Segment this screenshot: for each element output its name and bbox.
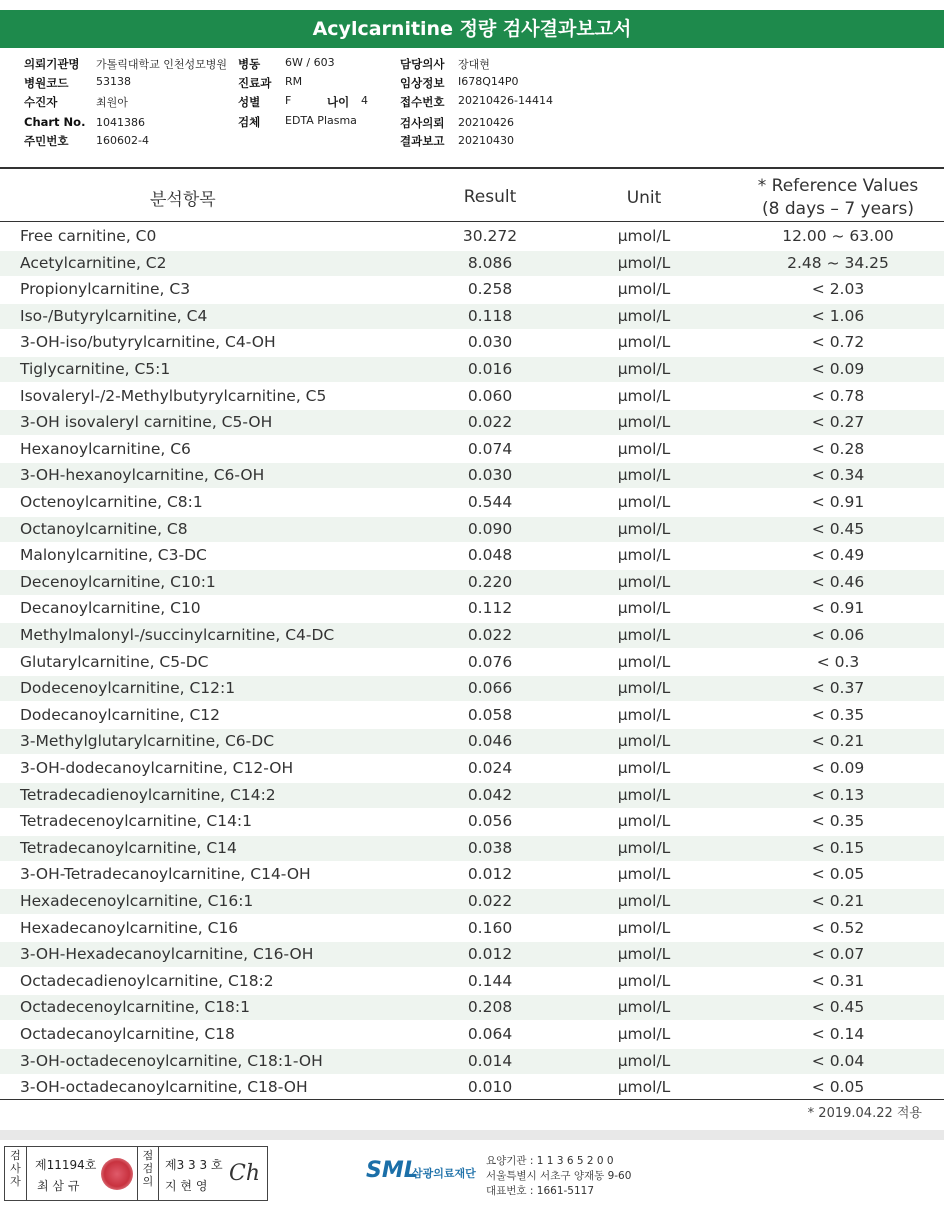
row-result-value: 0.208 [467,998,513,1016]
header-result: Result [463,187,517,207]
row-analyte-name: Octenoylcarnitine, C8:1 [20,493,203,511]
seal-stamp-icon [101,1158,133,1190]
row-unit: μmol/L [617,599,671,617]
sex-value: F [285,94,292,107]
id-label: 주민번호 [24,134,69,148]
row-reference-range: < 0.27 [811,413,865,431]
row-analyte-name: Acetylcarnitine, C2 [20,254,167,272]
clinical-label: 임상정보 [400,76,445,90]
row-result-value: 0.024 [467,759,513,777]
row-analyte-name: Octadecanoylcarnitine, C18 [20,1025,235,1043]
sampler-value: 최원아 [96,96,128,109]
receipt-label: 접수번호 [400,95,445,109]
org-address-line: 서울특별시 서초구 양재동 9-60 [486,1170,632,1182]
row-analyte-name: Decanoylcarnitine, C10 [20,599,201,617]
row-result-value: 0.160 [467,919,513,937]
row-reference-range: < 0.91 [811,599,865,617]
row-reference-range: < 0.07 [811,945,865,963]
row-reference-range: < 0.04 [811,1052,865,1070]
row-unit: μmol/L [617,440,671,458]
table-row [0,995,944,1020]
row-analyte-name: Octadecenoylcarnitine, C18:1 [20,998,250,1016]
row-result-value: 0.118 [467,307,513,325]
row-unit: μmol/L [617,892,671,910]
row-reference-range: < 0.45 [811,998,865,1016]
code-value: 53138 [96,75,131,88]
table-row [0,410,944,435]
row-analyte-name: Malonylcarnitine, C3-DC [20,546,207,564]
row-reference-range: < 0.37 [811,679,865,697]
table-row [0,437,944,462]
row-unit: μmol/L [617,812,671,830]
row-result-value: 0.022 [467,626,513,644]
table-row [0,1022,944,1047]
row-unit: μmol/L [617,972,671,990]
age-value: 4 [361,94,368,107]
row-unit: μmol/L [617,759,671,777]
org-address [486,1154,631,1199]
table-row [0,251,944,276]
row-result-value: 0.144 [467,972,513,990]
row-unit: μmol/L [617,254,671,272]
row-unit: μmol/L [617,227,671,245]
clinical-value: I678Q14P0 [458,75,519,88]
sml-logo: SML [366,1158,418,1183]
hospital-label: 의뢰기관명 [24,57,80,71]
row-analyte-name: Tiglycarnitine, C5:1 [20,360,171,378]
table-row [0,836,944,861]
row-analyte-name: Tetradecadienoylcarnitine, C14:2 [20,786,276,804]
header-ref-line1: * Reference Values [757,176,919,196]
row-reference-range: < 0.91 [811,493,865,511]
table-row [0,783,944,808]
dept-value: RM [285,75,303,88]
row-analyte-name: 3-OH-Hexadecanoylcarnitine, C16-OH [20,945,314,963]
row-reference-range: < 0.34 [811,466,865,484]
table-row [0,304,944,329]
row-unit: μmol/L [617,520,671,538]
table-row [0,596,944,621]
checker-number: 제3 3 3 호 [165,1158,223,1172]
org-code: 요양기관 : 1 1 3 6 5 2 0 0 [486,1155,614,1167]
doctor-value: 장대현 [458,58,490,71]
row-reference-range: < 0.05 [811,1078,865,1096]
row-result-value: 0.064 [467,1025,513,1043]
signature-mark: Ch [229,1161,261,1186]
row-reference-range: 12.00 ~ 63.00 [782,227,894,245]
row-analyte-name: Hexadecanoylcarnitine, C16 [20,919,239,937]
table-row [0,384,944,409]
checker-name: 지 현 영 [165,1179,208,1193]
row-analyte-name: 3-OH isovaleryl carnitine, C5-OH [20,413,273,431]
row-analyte-name: Iso-/Butyrylcarnitine, C4 [20,307,208,325]
row-analyte-name: Hexadecenoylcarnitine, C16:1 [20,892,254,910]
receipt-value: 20210426-14414 [458,94,553,107]
table-row [0,463,944,488]
row-unit: μmol/L [617,626,671,644]
header-unit: Unit [626,188,662,208]
row-reference-range: < 0.21 [811,732,865,750]
org-name: 삼광의료재단 [412,1167,476,1180]
row-result-value: 0.012 [467,865,513,883]
table-row [0,277,944,302]
row-reference-range: < 0.28 [811,440,865,458]
row-unit: μmol/L [617,679,671,697]
table-row [0,1049,944,1074]
row-unit: μmol/L [617,387,671,405]
row-unit: μmol/L [617,280,671,298]
header-divider-bottom [0,221,944,222]
row-analyte-name: Dodecenoylcarnitine, C12:1 [20,679,236,697]
table-row [0,756,944,781]
table-row [0,623,944,648]
row-reference-range: < 0.14 [811,1025,865,1043]
table-row [0,809,944,834]
ward-label: 병동 [238,57,261,71]
sampler-label: 수진자 [24,95,58,109]
hospital-value: 가톨릭대학교 인천성모병원 [96,58,228,71]
row-unit: μmol/L [617,839,671,857]
table-row [0,517,944,542]
row-result-value: 0.048 [467,546,513,564]
row-unit: μmol/L [617,732,671,750]
row-reference-range: < 0.45 [811,520,865,538]
table-row [0,570,944,595]
row-analyte-name: Dodecanoylcarnitine, C12 [20,706,220,724]
row-result-value: 30.272 [462,227,518,245]
row-analyte-name: Free carnitine, C0 [20,227,157,245]
signature-box [4,1146,268,1201]
row-reference-range: < 0.78 [811,387,865,405]
row-result-value: 0.076 [467,653,513,671]
inspector-number: 제11194호 [35,1158,97,1172]
row-reference-range: < 0.35 [811,706,865,724]
request-value: 20210426 [458,116,514,129]
row-unit: μmol/L [617,945,671,963]
table-row [0,224,944,249]
code-label: 병원코드 [24,76,69,90]
row-analyte-name: 3-OH-Tetradecanoylcarnitine, C14-OH [20,865,311,883]
row-unit: μmol/L [617,360,671,378]
row-result-value: 0.046 [467,732,513,750]
specimen-value: EDTA Plasma [285,114,357,127]
table-row [0,1075,944,1100]
row-reference-range: < 1.06 [811,307,865,325]
row-reference-range: < 0.46 [811,573,865,591]
row-reference-range: < 0.15 [811,839,865,857]
table-row [0,862,944,887]
row-reference-range: < 0.31 [811,972,865,990]
table-row [0,942,944,967]
row-reference-range: < 0.3 [816,653,860,671]
row-analyte-name: 3-OH-octadecenoylcarnitine, C18:1-OH [20,1052,323,1070]
row-analyte-name: 3-OH-octadecanoylcarnitine, C18-OH [20,1078,308,1096]
row-reference-range: < 0.49 [811,546,865,564]
row-unit: μmol/L [617,706,671,724]
row-analyte-name: Octanoylcarnitine, C8 [20,520,188,538]
row-reference-range: < 0.05 [811,865,865,883]
row-result-value: 0.544 [467,493,513,511]
checker-vertical-label: 점검의 [137,1147,159,1200]
row-unit: μmol/L [617,466,671,484]
row-reference-range: < 0.35 [811,812,865,830]
row-result-value: 0.022 [467,892,513,910]
row-analyte-name: Propionylcarnitine, C3 [20,280,191,298]
row-analyte-name: 3-OH-iso/butyrylcarnitine, C4-OH [20,333,276,351]
row-unit: μmol/L [617,865,671,883]
row-analyte-name: Octadecadienoylcarnitine, C18:2 [20,972,274,990]
row-result-value: 0.060 [467,387,513,405]
table-row [0,357,944,382]
row-unit: μmol/L [617,1078,671,1096]
row-reference-range: < 2.03 [811,280,865,298]
row-unit: μmol/L [617,1025,671,1043]
row-analyte-name: Decenoylcarnitine, C10:1 [20,573,216,591]
row-result-value: 8.086 [467,254,513,272]
row-result-value: 0.030 [467,333,513,351]
row-result-value: 0.014 [467,1052,513,1070]
table-row [0,969,944,994]
row-unit: μmol/L [617,786,671,804]
table-row [0,650,944,675]
table-row [0,916,944,941]
dept-label: 진료과 [238,76,272,90]
age-label: 나이 [327,95,350,109]
row-unit: μmol/L [617,546,671,564]
row-result-value: 0.030 [467,466,513,484]
row-result-value: 0.220 [467,573,513,591]
chart-label: Chart No. [24,115,86,129]
ward-value: 6W / 603 [285,56,335,69]
table-row [0,889,944,914]
row-analyte-name: Tetradecenoylcarnitine, C14:1 [20,812,253,830]
row-result-value: 0.058 [467,706,513,724]
row-result-value: 0.016 [467,360,513,378]
reference-note: * 2019.04.22 적용 [807,1106,922,1121]
table-row [0,676,944,701]
row-result-value: 0.074 [467,440,513,458]
row-reference-range: < 0.06 [811,626,865,644]
sex-label: 성별 [238,95,261,109]
row-result-value: 0.112 [467,599,513,617]
row-unit: μmol/L [617,1052,671,1070]
row-unit: μmol/L [617,998,671,1016]
org-phone: 대표번호 : 1661-5117 [486,1185,595,1197]
row-analyte-name: Tetradecanoylcarnitine, C14 [20,839,237,857]
row-analyte-name: Glutarylcarnitine, C5-DC [20,653,209,671]
row-unit: μmol/L [617,573,671,591]
row-analyte-name: 3-OH-dodecanoylcarnitine, C12-OH [20,759,294,777]
table-header [0,172,944,220]
table-row [0,729,944,754]
row-result-value: 0.038 [467,839,513,857]
inspector-vertical-label: 검사자 [5,1147,27,1200]
table-row [0,703,944,728]
row-result-value: 0.012 [467,945,513,963]
row-reference-range: 2.48 ~ 34.25 [787,254,889,272]
doctor-label: 담당의사 [400,57,445,71]
row-unit: μmol/L [617,919,671,937]
specimen-label: 검체 [238,115,261,129]
inspector-name: 최 삼 규 [37,1179,80,1193]
table-row [0,330,944,355]
row-analyte-name: Hexanoylcarnitine, C6 [20,440,191,458]
row-result-value: 0.042 [467,786,513,804]
row-unit: μmol/L [617,653,671,671]
row-analyte-name: Isovaleryl-/2-Methylbutyrylcarnitine, C5 [20,387,327,405]
row-result-value: 0.010 [467,1078,513,1096]
result-label: 결과보고 [400,134,445,148]
row-analyte-name: 3-Methylglutarylcarnitine, C6-DC [20,732,275,750]
request-label: 검사의뢰 [400,116,445,130]
row-unit: μmol/L [617,307,671,325]
report-title: Acylcarnitine 정량 검사결과보고서 [0,10,944,48]
row-reference-range: < 0.21 [811,892,865,910]
row-reference-range: < 0.52 [811,919,865,937]
header-divider-top [0,167,944,169]
row-reference-range: < 0.13 [811,786,865,804]
result-value: 20210430 [458,134,514,147]
row-analyte-name: 3-OH-hexanoylcarnitine, C6-OH [20,466,265,484]
row-result-value: 0.056 [467,812,513,830]
row-unit: μmol/L [617,493,671,511]
row-reference-range: < 0.72 [811,333,865,351]
row-unit: μmol/L [617,333,671,351]
table-bottom-rule [0,1099,944,1100]
chart-value: 1041386 [96,116,145,129]
header-item: 분석항목 [150,190,216,210]
row-unit: μmol/L [617,413,671,431]
row-result-value: 0.258 [467,280,513,298]
id-value: 160602-4 [96,134,149,147]
table-row [0,543,944,568]
footer-band [0,1130,944,1140]
row-result-value: 0.090 [467,520,513,538]
header-ref-line2: (8 days – 7 years) [762,199,914,219]
patient-info-panel [0,52,944,166]
row-reference-range: < 0.09 [811,759,865,777]
row-result-value: 0.066 [467,679,513,697]
row-reference-range: < 0.09 [811,360,865,378]
table-row [0,490,944,515]
row-result-value: 0.022 [467,413,513,431]
row-analyte-name: Methylmalonyl-/succinylcarnitine, C4-DC [20,626,335,644]
